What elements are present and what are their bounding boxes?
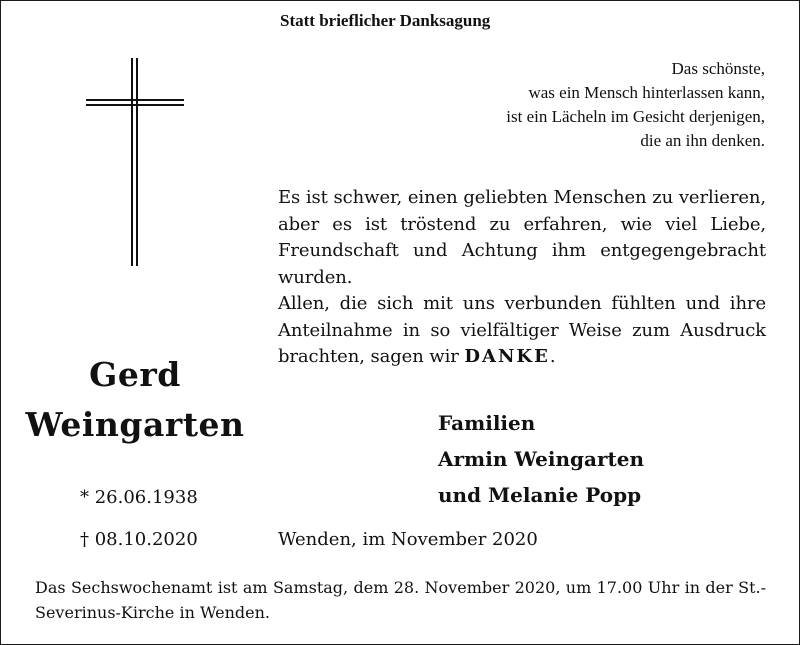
family-line: und Melanie Popp — [438, 483, 642, 507]
message-text: Allen, die sich mit uns verbunden fühlten und ihre Anteilnahme in so vielfältiger Weise zum Ausdruck brachten, sagen wir — [278, 293, 766, 367]
message-paragraph: Es ist schwer, einen geliebten Menschen zu verlieren, aber es ist tröstend zu erfahren, wie viel Liebe, Freundschaft und Achtung ihm entgegengebracht wurden. — [278, 187, 766, 288]
thank-you-message — [278, 185, 766, 371]
poem-line: die an ihn denken. — [640, 131, 765, 150]
family-signature — [438, 405, 644, 513]
family-line: Familien — [438, 411, 536, 435]
poem-line: Das schönste, — [671, 59, 765, 78]
cross-icon — [86, 58, 184, 266]
notice-heading: Statt brieflicher Danksagung — [280, 11, 491, 30]
family-line: Armin Weingarten — [438, 447, 644, 471]
deceased-last-name: Weingarten — [25, 405, 245, 444]
danke-text: DANKE — [464, 346, 550, 367]
deceased-first-name: Gerd — [89, 355, 181, 394]
service-announcement: Das Sechswochenamt ist am Samstag, dem 28. November 2020, um 17.00 Uhr in der St.-Severinus-Kirche in Wenden. — [35, 578, 766, 622]
memorial-poem — [506, 57, 765, 153]
poem-line: was ein Mensch hinterlassen kann, — [528, 83, 765, 102]
place-and-date: Wenden, im November 2020 — [278, 529, 538, 550]
birth-date: * 26.06.1938 — [80, 487, 198, 508]
message-paragraph — [278, 291, 766, 371]
poem-line: ist ein Lächeln im Gesicht derjenigen, — [506, 107, 765, 126]
message-period: . — [549, 346, 556, 367]
death-date: † 08.10.2020 — [80, 529, 198, 550]
